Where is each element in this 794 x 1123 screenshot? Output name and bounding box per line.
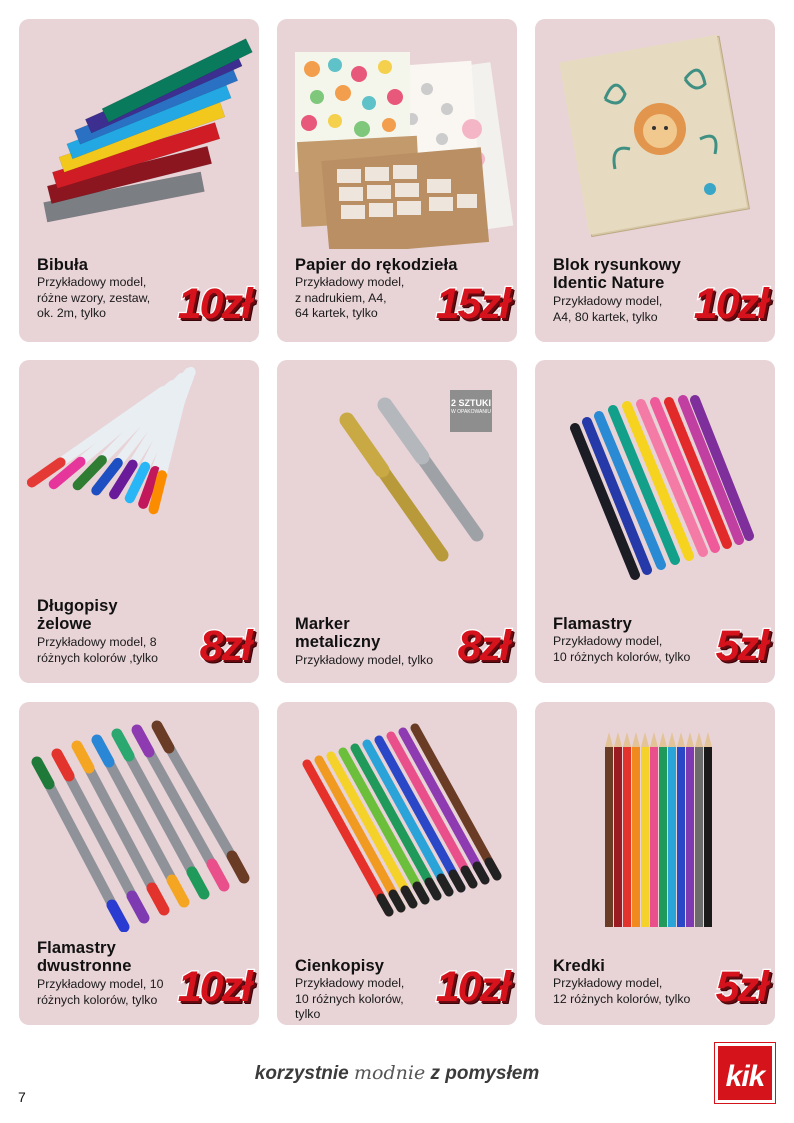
product-title: Flamastry dwustronne (37, 939, 132, 975)
product-card-blok[interactable] (535, 19, 775, 342)
product-description: Przykładowy model, 10 różnych kolorów, tylko (37, 977, 164, 1007)
badge-sub-text: W OPAKOWANIU (451, 409, 491, 415)
product-card-papier[interactable] (277, 19, 517, 342)
product-card-cienkopisy[interactable] (277, 702, 517, 1025)
product-description: Przykładowy model, 8 różnych kolorów ,tylko (37, 635, 158, 665)
product-price: 5zł (715, 963, 767, 1011)
product-description: Przykładowy model, A4, 80 kartek, tylko (553, 294, 663, 324)
product-title: Kredki (553, 957, 605, 975)
product-title: Blok rysunkowy Identic Nature (553, 256, 681, 292)
product-price: 8zł (457, 622, 509, 670)
product-card-flamastry-dwustronne[interactable] (19, 702, 259, 1025)
product-price: 10zł (177, 280, 251, 328)
colored-pencils-image (535, 702, 775, 932)
footer-slogan (0, 1062, 794, 1085)
crepe-paper-image (19, 19, 259, 249)
product-card-kredki[interactable] (535, 702, 775, 1025)
product-card-flamastry[interactable] (535, 360, 775, 683)
slogan-part-3: z pomysłem (430, 1063, 540, 1084)
product-price: 5zł (715, 622, 767, 670)
product-description: Przykładowy model, 10 różnych kolorów, tylko (295, 976, 405, 1021)
product-description: Przykładowy model, z nadrukiem, A4, 64 kartek, tylko (295, 275, 405, 320)
product-grid (19, 19, 775, 1025)
gel-pens-image (19, 360, 259, 590)
product-description: Przykładowy model, 10 różnych kolorów, tylko (553, 634, 691, 664)
fineliners-image (277, 702, 517, 932)
product-description: Przykładowy model, tylko (295, 653, 434, 667)
product-card-bibula[interactable] (19, 19, 259, 342)
product-description: Przykładowy model, różne wzory, zestaw, ok. 2m, tylko (37, 275, 151, 320)
product-price: 10zł (693, 280, 767, 328)
product-description: Przykładowy model, 12 różnych kolorów, tylko (553, 976, 691, 1006)
product-title: Papier do rękodzieła (295, 256, 458, 274)
quantity-badge (450, 390, 492, 432)
product-title: Bibuła (37, 256, 89, 274)
craft-paper-image (277, 19, 517, 249)
product-title: Długopisy żelowe (37, 597, 118, 633)
product-card-dlugopisy[interactable] (19, 360, 259, 683)
product-price: 10zł (435, 963, 509, 1011)
badge-main-text: 2 SZTUKI (450, 398, 491, 408)
product-price: 10zł (177, 963, 251, 1011)
dual-tip-markers-image (19, 702, 259, 932)
product-title: Cienkopisy (295, 957, 385, 975)
page-number: 7 (18, 1089, 26, 1105)
product-title: Flamastry (553, 615, 632, 633)
product-card-marker[interactable] (277, 360, 517, 683)
sketch-pad-image (535, 19, 775, 249)
felt-tip-pens-image (535, 360, 775, 590)
product-title: Marker metaliczny (295, 615, 381, 651)
kik-logo[interactable]: kik (715, 1043, 775, 1103)
product-price: 15zł (435, 280, 509, 328)
slogan-part-1: korzystnie (254, 1063, 349, 1084)
slogan-part-2: modnie (354, 1062, 426, 1084)
product-price: 8zł (199, 622, 251, 670)
